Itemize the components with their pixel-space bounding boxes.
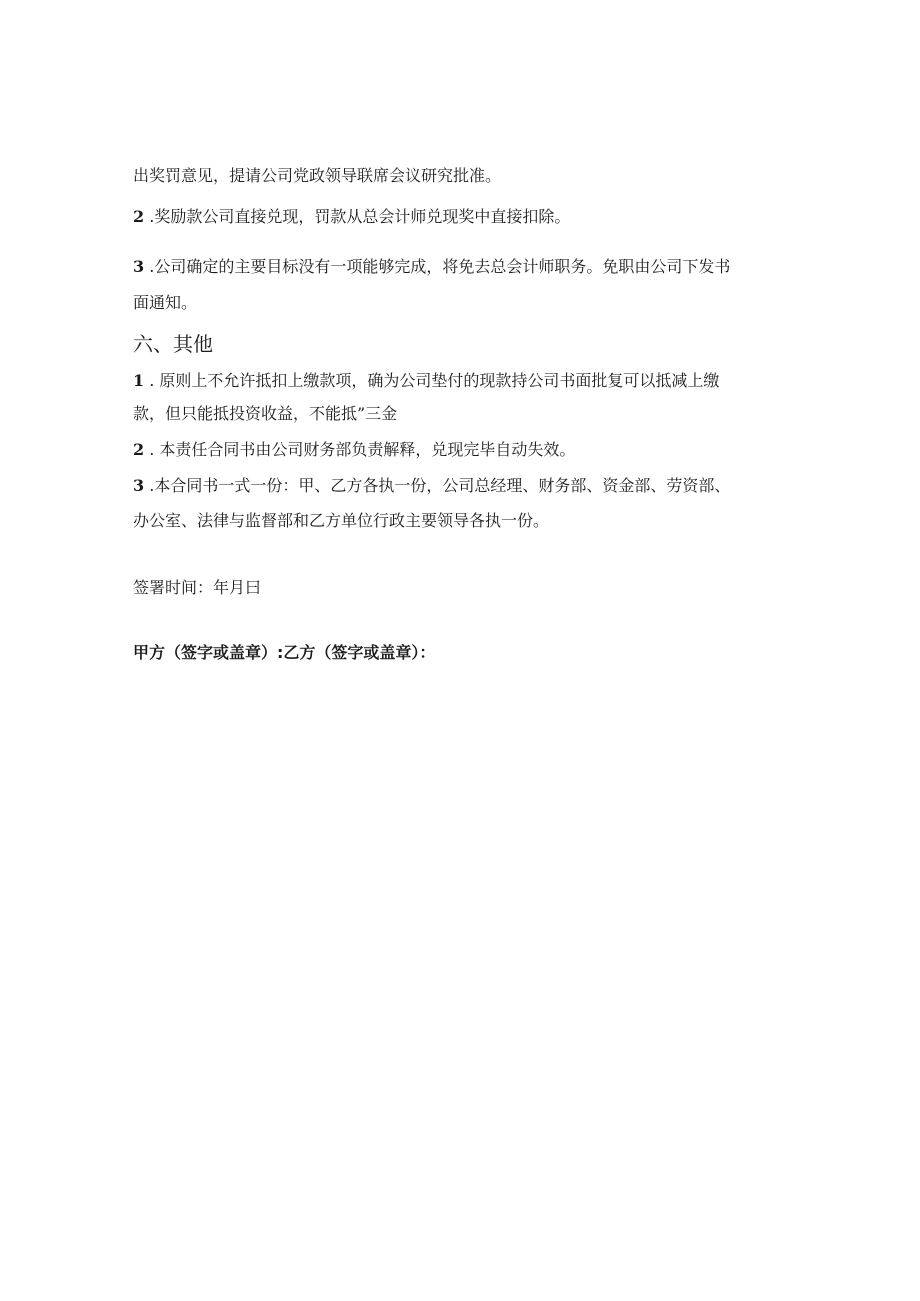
item-text: .奖励款公司直接兑现，罚款从总会计师兑现奖中直接扣除。 [144, 207, 571, 226]
list-item-3-continuation [133, 293, 197, 313]
paragraph-line [133, 166, 501, 186]
list-item-2 [133, 207, 570, 227]
other-item-1 [133, 371, 719, 391]
item-number: 2 [133, 207, 145, 226]
other-item-3-continuation [133, 511, 549, 531]
item-text: 款，但只能抵投资收益，不能抵”三金 [133, 404, 398, 423]
item-number: 3 [133, 257, 145, 276]
item-text: .本合同书一式一份：甲、乙方各执一份，公司总经理、财务部、资金部、劳资部、 [144, 476, 731, 495]
text: 出奖罚意见，提请公司党政领导联席会议研究批准。 [133, 166, 502, 185]
item-number: 2 [133, 440, 145, 459]
item-text: .公司确定的主要目标没有一项能够完成，将免去总会计师职务。免职由公司下发书 [144, 257, 731, 276]
other-item-2 [133, 440, 575, 460]
item-text: 面通知。 [133, 293, 198, 312]
item-text: . 原则上不允许抵扣上缴款项，确为公司垫付的现款持公司书面批复可以抵减上缴 [144, 371, 720, 390]
other-item-1-continuation [133, 404, 397, 424]
item-number: 3 [133, 476, 145, 495]
section-heading: 六、其他 [133, 332, 213, 356]
item-text: 办公室、法律与监督部和乙方单位行政主要领导各执一份。 [133, 511, 550, 530]
signing-time: 签署时间：年月曰 [133, 578, 262, 597]
item-text: . 本责任合同书由公司财务部负责解释，兑现完毕自动失效。 [144, 440, 576, 459]
other-item-3 [133, 476, 730, 496]
item-number: 1 [133, 371, 145, 390]
list-item-3 [133, 257, 730, 277]
signature-line: 甲方（签字或盖章）:乙方（签字或盖章）： [133, 643, 436, 662]
